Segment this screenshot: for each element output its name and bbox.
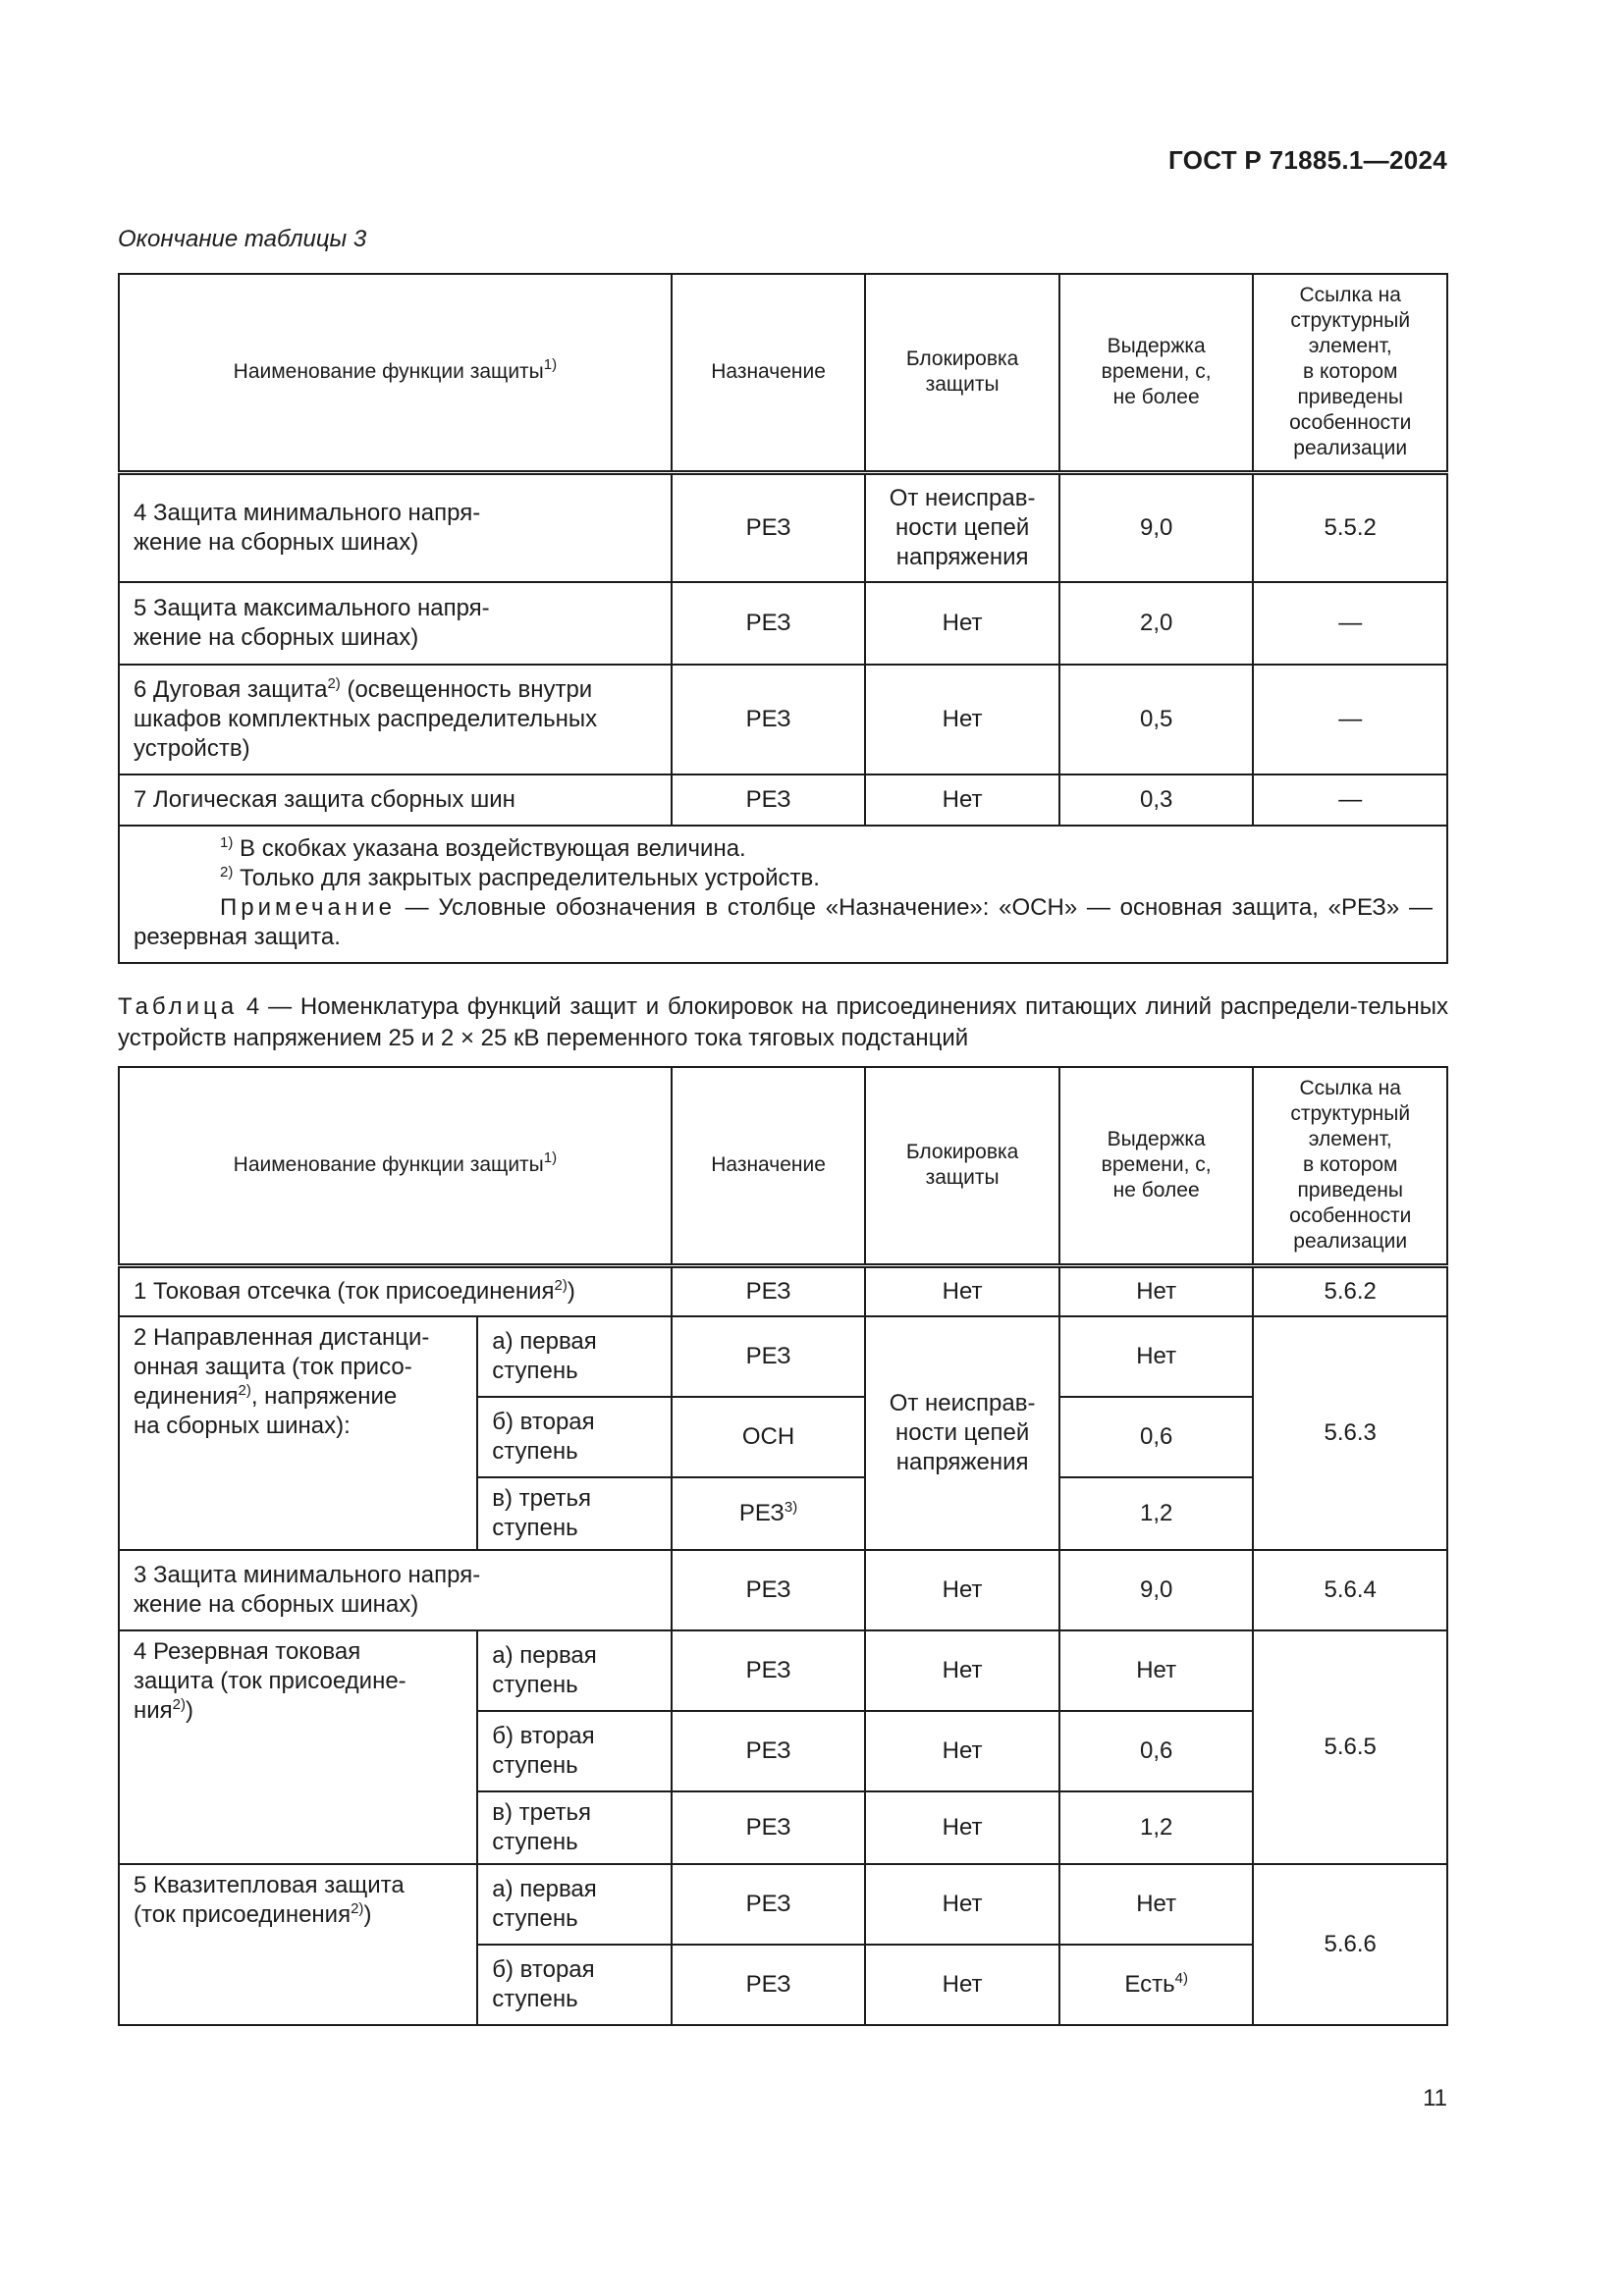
row-purpose: РЕЗ$^{3)}$ [672, 1477, 866, 1550]
row-stage: а) первая ступень [477, 1630, 672, 1711]
col-purpose-header: Назначение [672, 274, 866, 472]
row-stage: б) вторая ступень [477, 1711, 672, 1791]
row-name: 4 Резервная токовая защита (ток присоедине- ния$^{2)}$) [119, 1630, 477, 1864]
col-delay-header: Выдержка времени, с, не более [1059, 1067, 1254, 1265]
row-delay: 9,0 [1059, 472, 1254, 582]
footnote-1: $^{1)}$ В скобках указана воздействующая величина. [220, 834, 746, 862]
row-ref: 5.6.6 [1253, 1864, 1447, 2025]
col-block-header: Блокировка защиты [865, 1067, 1059, 1265]
row-block: Нет [865, 582, 1059, 665]
row-name: 5 Защита максимального напря- жение на сборных шинах) [119, 582, 672, 665]
table3-continuation-label: Окончание таблицы 3 [118, 226, 367, 252]
row-ref: 5.6.2 [1253, 1265, 1447, 1316]
row-delay: 1,2 [1059, 1477, 1254, 1550]
row-purpose: РЕЗ [672, 472, 866, 582]
row-purpose: РЕЗ [672, 1945, 866, 2025]
row-purpose: РЕЗ [672, 582, 866, 665]
page-number: 11 [1423, 2085, 1447, 2111]
table3-header-row [119, 274, 1447, 472]
footnote-2: $^{2)}$ Только для закрытых распределительных устройств. [220, 864, 820, 891]
col-name-header: Наименование функции защиты$^{1)}$ [119, 1067, 672, 1265]
col-delay-header: Выдержка времени, с, не более [1059, 274, 1254, 472]
table-row [119, 1316, 1447, 1397]
col-ref-header: Ссылка на структурный элемент, в котором приведены особенности реализации [1253, 1067, 1447, 1265]
row-delay: 0,6 [1059, 1711, 1254, 1791]
table3-notes-row [119, 826, 1447, 963]
row-stage: в) третья ступень [477, 1791, 672, 1864]
row-purpose: РЕЗ [672, 665, 866, 774]
row-block: Нет [865, 1630, 1059, 1711]
col-name-header: Наименование функции защиты$^{1)}$ [119, 274, 672, 472]
row-stage: б) вторая ступень [477, 1945, 672, 2025]
row-name: 4 Защита минимального напря- жение на сборных шинах) [119, 472, 672, 582]
row-purpose: ОСН [672, 1397, 866, 1477]
row-stage: б) вторая ступень [477, 1397, 672, 1477]
row-name: 2 Направленная дистанци- онная защита (ток присо- единения$^{2)}$, напряжение на сборных шинах): [119, 1316, 477, 1550]
row-delay: Есть$^{4)}$ [1059, 1945, 1254, 2025]
table-row [119, 1550, 1447, 1630]
row-ref: 5.6.4 [1253, 1550, 1447, 1630]
row-delay: 9,0 [1059, 1550, 1254, 1630]
row-delay: Нет [1059, 1630, 1254, 1711]
table-row [119, 582, 1447, 665]
row-purpose: РЕЗ [672, 1316, 866, 1397]
row-block: От неисправ- ности цепей напряжения [865, 1316, 1059, 1550]
row-stage: в) третья ступень [477, 1477, 672, 1550]
row-block: Нет [865, 1265, 1059, 1316]
col-block-header: Блокировка защиты [865, 274, 1059, 472]
col-ref-header: Ссылка на структурный элемент, в котором приведены особенности реализации [1253, 274, 1447, 472]
row-block: Нет [865, 774, 1059, 826]
table4-caption: Таблица 4 — Номенклатура функций защит и блокировок на присоединениях питающих линий распредели-тельных устройств напряжением 25 и 2 × 25 кВ переменного тока тяговых подстанций [118, 993, 1448, 1051]
col-purpose-header: Назначение [672, 1067, 866, 1265]
table-row [119, 665, 1447, 774]
row-name: 1 Токовая отсечка (ток присоединения$^{2)}$) [119, 1265, 672, 1316]
table3-notes [119, 826, 1447, 963]
table-4 [118, 1066, 1448, 2026]
row-purpose: РЕЗ [672, 1550, 866, 1630]
table-row [119, 1630, 1447, 1711]
row-purpose: РЕЗ [672, 1265, 866, 1316]
row-delay: 0,5 [1059, 665, 1254, 774]
row-name: 3 Защита минимального напря- жение на сборных шинах) [119, 1550, 672, 1630]
row-block: Нет [865, 1945, 1059, 2025]
row-block: Нет [865, 1550, 1059, 1630]
row-purpose: РЕЗ [672, 1864, 866, 1945]
row-ref: 5.6.5 [1253, 1630, 1447, 1864]
row-delay: 0,3 [1059, 774, 1254, 826]
row-block: Нет [865, 1864, 1059, 1945]
table-row [119, 472, 1447, 582]
row-stage: а) первая ступень [477, 1316, 672, 1397]
table3-note: Примечание — Условные обозначения в столбце «Назначение»: «ОСН» — основная защита, «РЕЗ» — резервная защита. [134, 894, 1433, 950]
row-delay: Нет [1059, 1316, 1254, 1397]
row-ref: — [1253, 665, 1447, 774]
table-row [119, 774, 1447, 826]
row-block: Нет [865, 665, 1059, 774]
table4-header-row [119, 1067, 1447, 1265]
row-delay: 0,6 [1059, 1397, 1254, 1477]
row-stage: а) первая ступень [477, 1864, 672, 1945]
row-ref: — [1253, 774, 1447, 826]
row-name: 7 Логическая защита сборных шин [119, 774, 672, 826]
row-block: Нет [865, 1711, 1059, 1791]
row-purpose: РЕЗ [672, 774, 866, 826]
row-ref: — [1253, 582, 1447, 665]
row-delay: Нет [1059, 1265, 1254, 1316]
row-name: 5 Квазитепловая защита (ток присоединения$^{2)}$) [119, 1864, 477, 2025]
row-purpose: РЕЗ [672, 1630, 866, 1711]
row-block: От неисправ- ности цепей напряжения [865, 472, 1059, 582]
row-ref: 5.6.3 [1253, 1316, 1447, 1550]
row-name: 6 Дуговая защита$^{2)}$ (освещенность внутри шкафов комплектных распределительных устройств) [119, 665, 672, 774]
row-block: Нет [865, 1791, 1059, 1864]
row-purpose: РЕЗ [672, 1791, 866, 1864]
table-row [119, 1265, 1447, 1316]
row-delay: Нет [1059, 1864, 1254, 1945]
row-purpose: РЕЗ [672, 1711, 866, 1791]
table-row [119, 1864, 1447, 1945]
row-ref: 5.5.2 [1253, 472, 1447, 582]
table-3 [118, 273, 1448, 964]
row-delay: 2,0 [1059, 582, 1254, 665]
row-delay: 1,2 [1059, 1791, 1254, 1864]
standard-designation: ГОСТ Р 71885.1—2024 [1168, 145, 1447, 175]
